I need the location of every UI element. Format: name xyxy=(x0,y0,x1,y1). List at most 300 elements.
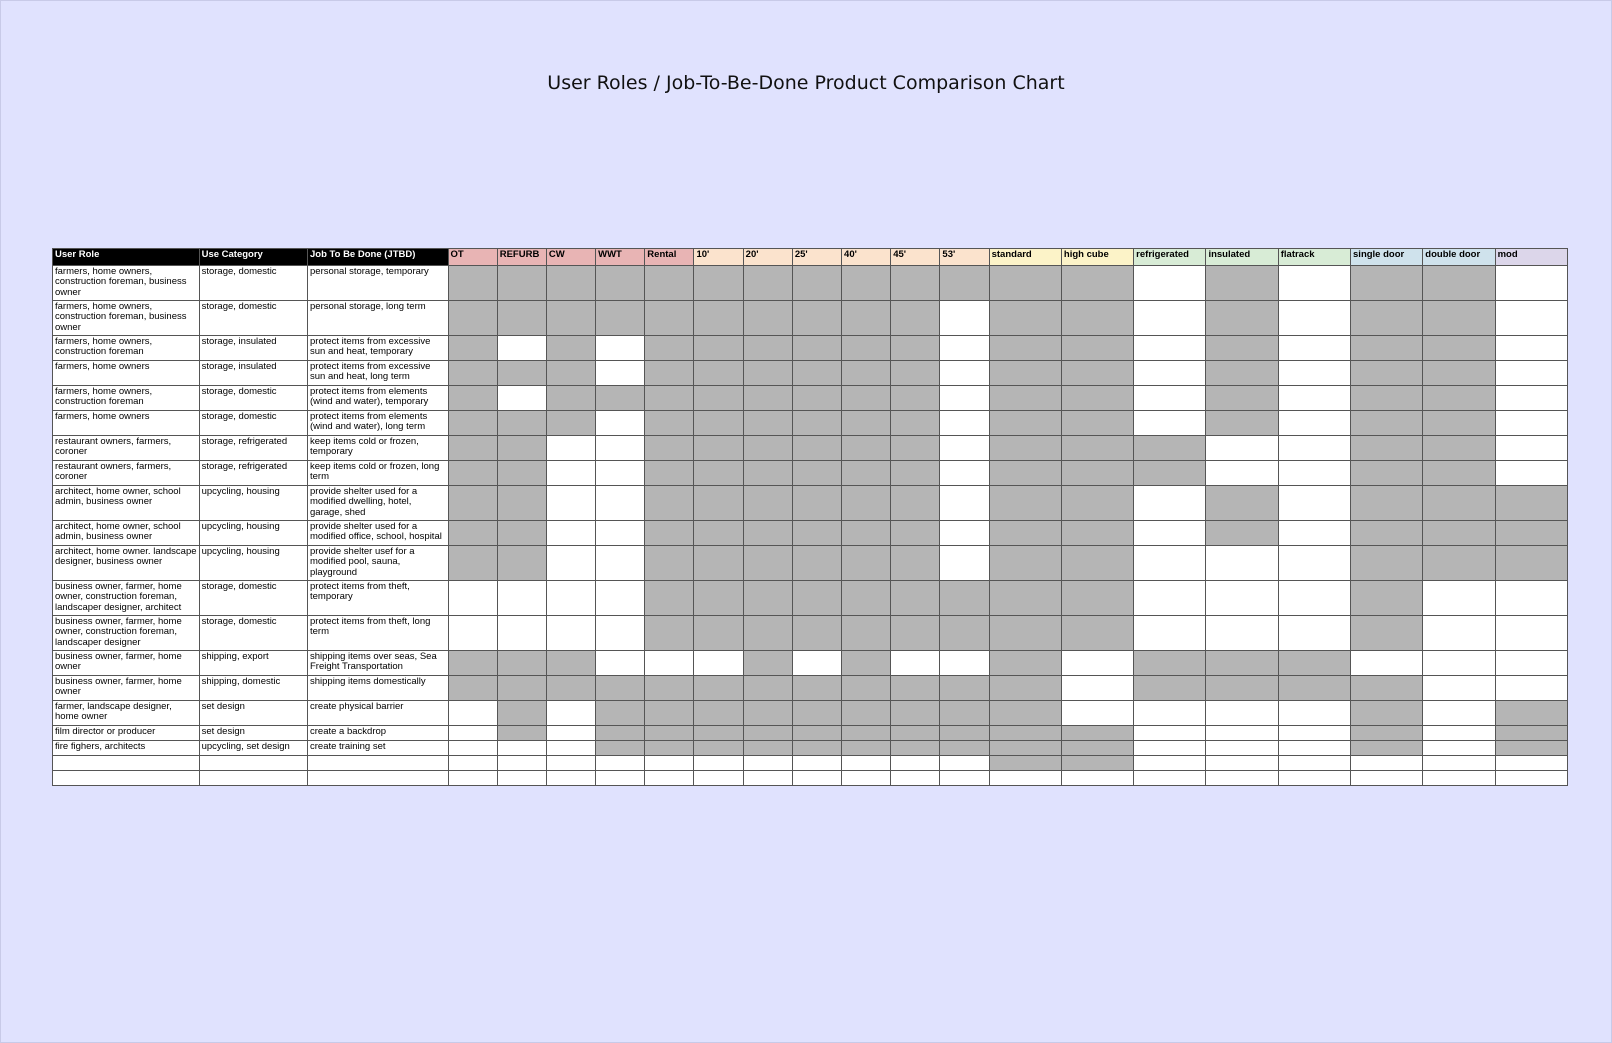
cell-match xyxy=(842,301,891,336)
cell-empty xyxy=(645,756,694,771)
cell-empty xyxy=(940,301,989,336)
cell-match xyxy=(448,546,497,581)
column-header-11: 40' xyxy=(842,249,891,266)
cell-match xyxy=(1423,546,1495,581)
column-header-0: User Role xyxy=(53,249,200,266)
cell-match xyxy=(989,651,1061,676)
cell-empty xyxy=(940,336,989,361)
cell-category: set design xyxy=(199,701,307,726)
cell-match xyxy=(842,521,891,546)
cell-match xyxy=(546,336,595,361)
cell-match xyxy=(1423,266,1495,301)
cell-match xyxy=(842,616,891,651)
cell-match xyxy=(891,386,940,411)
cell-match xyxy=(743,436,792,461)
cell-empty xyxy=(1495,616,1567,651)
cell-match xyxy=(1351,361,1423,386)
table-row xyxy=(53,741,1568,756)
cell-empty xyxy=(1134,486,1206,521)
cell-empty xyxy=(497,741,546,756)
cell-empty xyxy=(1061,676,1133,701)
cell-empty xyxy=(1278,756,1350,771)
cell-empty xyxy=(546,741,595,756)
cell-match xyxy=(645,301,694,336)
cell-empty xyxy=(1278,616,1350,651)
cell-match xyxy=(546,301,595,336)
cell-category xyxy=(199,771,307,786)
cell-empty xyxy=(1206,616,1278,651)
cell-match xyxy=(448,436,497,461)
cell-empty xyxy=(596,486,645,521)
cell-match xyxy=(497,521,546,546)
cell-empty xyxy=(1351,651,1423,676)
cell-empty xyxy=(1278,486,1350,521)
cell-empty xyxy=(1134,546,1206,581)
cell-empty xyxy=(1206,701,1278,726)
cell-empty xyxy=(546,756,595,771)
cell-empty xyxy=(596,756,645,771)
cell-role xyxy=(53,771,200,786)
cell-empty xyxy=(546,726,595,741)
cell-match xyxy=(792,741,841,756)
cell-match xyxy=(1423,461,1495,486)
cell-role: farmers, home owners xyxy=(53,411,200,436)
cell-empty xyxy=(1134,616,1206,651)
cell-match xyxy=(989,546,1061,581)
cell-match xyxy=(989,336,1061,361)
cell-match xyxy=(645,386,694,411)
cell-empty xyxy=(1134,301,1206,336)
cell-empty xyxy=(1495,771,1567,786)
column-header-16: refrigerated xyxy=(1134,249,1206,266)
cell-empty xyxy=(596,436,645,461)
cell-match xyxy=(1423,301,1495,336)
cell-category: storage, insulated xyxy=(199,336,307,361)
table-row xyxy=(53,486,1568,521)
cell-empty xyxy=(1495,676,1567,701)
cell-match xyxy=(1351,741,1423,756)
cell-empty xyxy=(645,651,694,676)
cell-match xyxy=(1061,411,1133,436)
table-row xyxy=(53,581,1568,616)
column-header-20: double door xyxy=(1423,249,1495,266)
cell-empty xyxy=(792,756,841,771)
cell-match xyxy=(448,676,497,701)
cell-empty xyxy=(546,461,595,486)
cell-jtbd: create training set xyxy=(308,741,449,756)
cell-empty xyxy=(940,771,989,786)
cell-empty xyxy=(1495,301,1567,336)
cell-match xyxy=(448,486,497,521)
cell-match xyxy=(1061,436,1133,461)
cell-empty xyxy=(1495,411,1567,436)
cell-match xyxy=(448,386,497,411)
cell-match xyxy=(645,546,694,581)
cell-category: storage, domestic xyxy=(199,411,307,436)
cell-empty xyxy=(1134,361,1206,386)
cell-match xyxy=(1351,301,1423,336)
cell-role: farmers, home owners, construction foreman xyxy=(53,386,200,411)
cell-match xyxy=(694,741,743,756)
cell-match xyxy=(989,386,1061,411)
cell-match xyxy=(792,411,841,436)
cell-match xyxy=(891,486,940,521)
cell-match xyxy=(989,486,1061,521)
cell-empty xyxy=(546,521,595,546)
cell-match xyxy=(1351,461,1423,486)
cell-empty xyxy=(596,771,645,786)
cell-empty xyxy=(1278,521,1350,546)
cell-match xyxy=(743,616,792,651)
cell-empty xyxy=(546,546,595,581)
cell-empty xyxy=(1423,676,1495,701)
cell-match xyxy=(1495,546,1567,581)
cell-match xyxy=(645,266,694,301)
cell-match xyxy=(1423,486,1495,521)
cell-category: storage, domestic xyxy=(199,301,307,336)
cell-jtbd: create a backdrop xyxy=(308,726,449,741)
cell-match xyxy=(645,701,694,726)
cell-match xyxy=(1061,486,1133,521)
cell-match xyxy=(1061,461,1133,486)
cell-match xyxy=(792,486,841,521)
cell-empty xyxy=(497,386,546,411)
cell-jtbd: personal storage, temporary xyxy=(308,266,449,301)
cell-match xyxy=(842,266,891,301)
cell-empty xyxy=(1206,741,1278,756)
cell-role xyxy=(53,756,200,771)
cell-match xyxy=(1061,521,1133,546)
cell-empty xyxy=(448,771,497,786)
cell-match xyxy=(645,741,694,756)
cell-category: upcycling, housing xyxy=(199,546,307,581)
cell-empty xyxy=(842,756,891,771)
table-row xyxy=(53,411,1568,436)
table-row xyxy=(53,386,1568,411)
cell-jtbd: protect items from elements (wind and water), long term xyxy=(308,411,449,436)
cell-match xyxy=(792,581,841,616)
cell-match xyxy=(694,411,743,436)
cell-match xyxy=(1278,676,1350,701)
cell-match xyxy=(1351,581,1423,616)
cell-match xyxy=(891,461,940,486)
column-header-5: CW xyxy=(546,249,595,266)
cell-match xyxy=(743,741,792,756)
cell-empty xyxy=(497,616,546,651)
cell-empty xyxy=(1423,581,1495,616)
cell-empty xyxy=(1134,741,1206,756)
cell-empty xyxy=(891,756,940,771)
table-row xyxy=(53,461,1568,486)
cell-empty xyxy=(940,756,989,771)
cell-empty xyxy=(940,436,989,461)
cell-empty xyxy=(1423,651,1495,676)
cell-jtbd: shipping items over seas, Sea Freight Transportation xyxy=(308,651,449,676)
cell-match xyxy=(940,266,989,301)
cell-jtbd: provide shelter used for a modified office, school, hospital xyxy=(308,521,449,546)
cell-match xyxy=(891,301,940,336)
cell-match xyxy=(940,616,989,651)
cell-match xyxy=(694,546,743,581)
cell-match xyxy=(940,676,989,701)
column-header-3: OT xyxy=(448,249,497,266)
cell-match xyxy=(1351,521,1423,546)
cell-jtbd: protect items from excessive sun and heat, temporary xyxy=(308,336,449,361)
cell-match xyxy=(1061,386,1133,411)
table-row xyxy=(53,266,1568,301)
cell-empty xyxy=(596,461,645,486)
cell-empty xyxy=(1134,266,1206,301)
cell-role: business owner, farmer, home owner xyxy=(53,651,200,676)
cell-match xyxy=(891,361,940,386)
cell-match xyxy=(1423,521,1495,546)
cell-match xyxy=(891,336,940,361)
cell-match xyxy=(842,546,891,581)
cell-empty xyxy=(1423,701,1495,726)
cell-match xyxy=(645,486,694,521)
cell-match xyxy=(891,676,940,701)
cell-match xyxy=(842,581,891,616)
column-header-21: mod xyxy=(1495,249,1567,266)
cell-match xyxy=(546,411,595,436)
column-header-9: 20' xyxy=(743,249,792,266)
cell-match xyxy=(989,436,1061,461)
cell-category: storage, domestic xyxy=(199,616,307,651)
cell-match xyxy=(1134,436,1206,461)
cell-match xyxy=(596,676,645,701)
cell-category: storage, domestic xyxy=(199,386,307,411)
column-header-8: 10' xyxy=(694,249,743,266)
cell-match xyxy=(1351,701,1423,726)
cell-match xyxy=(694,336,743,361)
cell-match xyxy=(596,701,645,726)
cell-match xyxy=(1351,436,1423,461)
table-row xyxy=(53,676,1568,701)
cell-match xyxy=(1061,616,1133,651)
cell-match xyxy=(1351,336,1423,361)
cell-jtbd: provide shelter usef for a modified pool, sauna, playground xyxy=(308,546,449,581)
cell-category: set design xyxy=(199,726,307,741)
cell-match xyxy=(694,726,743,741)
cell-empty xyxy=(1278,411,1350,436)
cell-match xyxy=(1206,336,1278,361)
cell-empty xyxy=(842,771,891,786)
table-row xyxy=(53,546,1568,581)
cell-match xyxy=(448,651,497,676)
cell-match xyxy=(842,651,891,676)
cell-match xyxy=(792,436,841,461)
cell-empty xyxy=(792,651,841,676)
cell-match xyxy=(842,726,891,741)
cell-empty xyxy=(940,361,989,386)
cell-empty xyxy=(1278,741,1350,756)
cell-match xyxy=(546,386,595,411)
cell-match xyxy=(645,436,694,461)
cell-category: storage, refrigerated xyxy=(199,461,307,486)
cell-match xyxy=(1206,676,1278,701)
cell-empty xyxy=(1278,301,1350,336)
cell-empty xyxy=(1206,756,1278,771)
column-header-13: 53' xyxy=(940,249,989,266)
cell-match xyxy=(989,756,1061,771)
cell-match xyxy=(694,266,743,301)
cell-empty xyxy=(1134,701,1206,726)
cell-jtbd: shipping items domestically xyxy=(308,676,449,701)
table-row xyxy=(53,701,1568,726)
cell-role: business owner, farmer, home owner, construction foreman, landscaper designer, architect xyxy=(53,581,200,616)
cell-match xyxy=(1206,521,1278,546)
cell-match xyxy=(1061,301,1133,336)
cell-category: storage, insulated xyxy=(199,361,307,386)
cell-empty xyxy=(1495,266,1567,301)
cell-match xyxy=(1061,266,1133,301)
cell-empty xyxy=(546,436,595,461)
cell-empty xyxy=(694,771,743,786)
cell-match xyxy=(497,301,546,336)
cell-match xyxy=(1495,741,1567,756)
cell-match xyxy=(497,266,546,301)
cell-match xyxy=(694,436,743,461)
cell-match xyxy=(989,411,1061,436)
cell-match xyxy=(497,701,546,726)
cell-empty xyxy=(1134,771,1206,786)
chart-title: User Roles / Job-To-Be-Done Product Comparison Chart xyxy=(547,72,1065,94)
cell-empty xyxy=(1495,336,1567,361)
cell-empty xyxy=(940,651,989,676)
cell-match xyxy=(497,486,546,521)
cell-category: storage, domestic xyxy=(199,266,307,301)
table-row xyxy=(53,436,1568,461)
cell-empty xyxy=(1206,726,1278,741)
cell-match xyxy=(940,581,989,616)
cell-match xyxy=(1134,651,1206,676)
cell-match xyxy=(1206,651,1278,676)
cell-empty xyxy=(940,411,989,436)
cell-match xyxy=(694,701,743,726)
cell-empty xyxy=(546,581,595,616)
cell-match xyxy=(989,676,1061,701)
cell-role: restaurant owners, farmers, coroner xyxy=(53,461,200,486)
column-header-6: WWT xyxy=(596,249,645,266)
cell-match xyxy=(989,461,1061,486)
cell-empty xyxy=(1278,461,1350,486)
cell-match xyxy=(694,616,743,651)
cell-match xyxy=(1495,726,1567,741)
cell-match xyxy=(694,486,743,521)
cell-match xyxy=(792,701,841,726)
cell-match xyxy=(743,266,792,301)
cell-category: shipping, domestic xyxy=(199,676,307,701)
cell-match xyxy=(792,386,841,411)
cell-match xyxy=(792,461,841,486)
cell-role: business owner, farmer, home owner, construction foreman, landscaper designer xyxy=(53,616,200,651)
cell-match xyxy=(743,581,792,616)
cell-empty xyxy=(596,651,645,676)
cell-match xyxy=(1351,411,1423,436)
table-row xyxy=(53,336,1568,361)
cell-empty xyxy=(694,756,743,771)
cell-empty xyxy=(891,651,940,676)
cell-empty xyxy=(1278,361,1350,386)
table-row xyxy=(53,301,1568,336)
cell-empty xyxy=(1495,651,1567,676)
column-header-10: 25' xyxy=(792,249,841,266)
cell-role: architect, home owner, school admin, business owner xyxy=(53,486,200,521)
cell-empty xyxy=(596,521,645,546)
cell-empty xyxy=(448,741,497,756)
table-row xyxy=(53,616,1568,651)
cell-match xyxy=(645,411,694,436)
cell-match xyxy=(792,361,841,386)
cell-empty xyxy=(1134,581,1206,616)
cell-match xyxy=(1061,741,1133,756)
cell-empty xyxy=(1134,521,1206,546)
cell-match xyxy=(497,436,546,461)
cell-match xyxy=(694,521,743,546)
cell-empty xyxy=(1423,616,1495,651)
cell-empty xyxy=(448,701,497,726)
cell-jtbd: protect items from theft, long term xyxy=(308,616,449,651)
column-header-14: standard xyxy=(989,249,1061,266)
cell-match xyxy=(1206,266,1278,301)
cell-empty xyxy=(1351,771,1423,786)
cell-match xyxy=(1423,361,1495,386)
cell-match xyxy=(1351,676,1423,701)
cell-match xyxy=(792,266,841,301)
cell-match xyxy=(842,336,891,361)
cell-empty xyxy=(1423,771,1495,786)
cell-match xyxy=(497,546,546,581)
cell-empty xyxy=(1278,581,1350,616)
cell-match xyxy=(1351,726,1423,741)
cell-match xyxy=(743,521,792,546)
cell-empty xyxy=(1206,436,1278,461)
cell-empty xyxy=(448,616,497,651)
cell-category: upcycling, set design xyxy=(199,741,307,756)
cell-match xyxy=(743,676,792,701)
cell-empty xyxy=(1278,771,1350,786)
cell-match xyxy=(645,336,694,361)
cell-match xyxy=(645,461,694,486)
cell-empty xyxy=(546,701,595,726)
cell-match xyxy=(989,741,1061,756)
cell-match xyxy=(1134,676,1206,701)
cell-match xyxy=(891,726,940,741)
cell-match xyxy=(940,726,989,741)
cell-empty xyxy=(1278,546,1350,581)
cell-match xyxy=(743,361,792,386)
table-row xyxy=(53,361,1568,386)
cell-empty xyxy=(1206,581,1278,616)
cell-empty xyxy=(596,411,645,436)
cell-match xyxy=(1061,756,1133,771)
cell-match xyxy=(694,386,743,411)
cell-match xyxy=(989,726,1061,741)
cell-empty xyxy=(940,386,989,411)
cell-role: fire fighers, architects xyxy=(53,741,200,756)
cell-empty xyxy=(1495,386,1567,411)
cell-match xyxy=(1206,301,1278,336)
cell-empty xyxy=(1206,461,1278,486)
cell-match xyxy=(694,581,743,616)
cell-match xyxy=(842,701,891,726)
cell-match xyxy=(1351,266,1423,301)
cell-match xyxy=(596,726,645,741)
cell-role: film director or producer xyxy=(53,726,200,741)
cell-empty xyxy=(448,581,497,616)
column-header-4: REFURB xyxy=(497,249,546,266)
cell-match xyxy=(596,301,645,336)
